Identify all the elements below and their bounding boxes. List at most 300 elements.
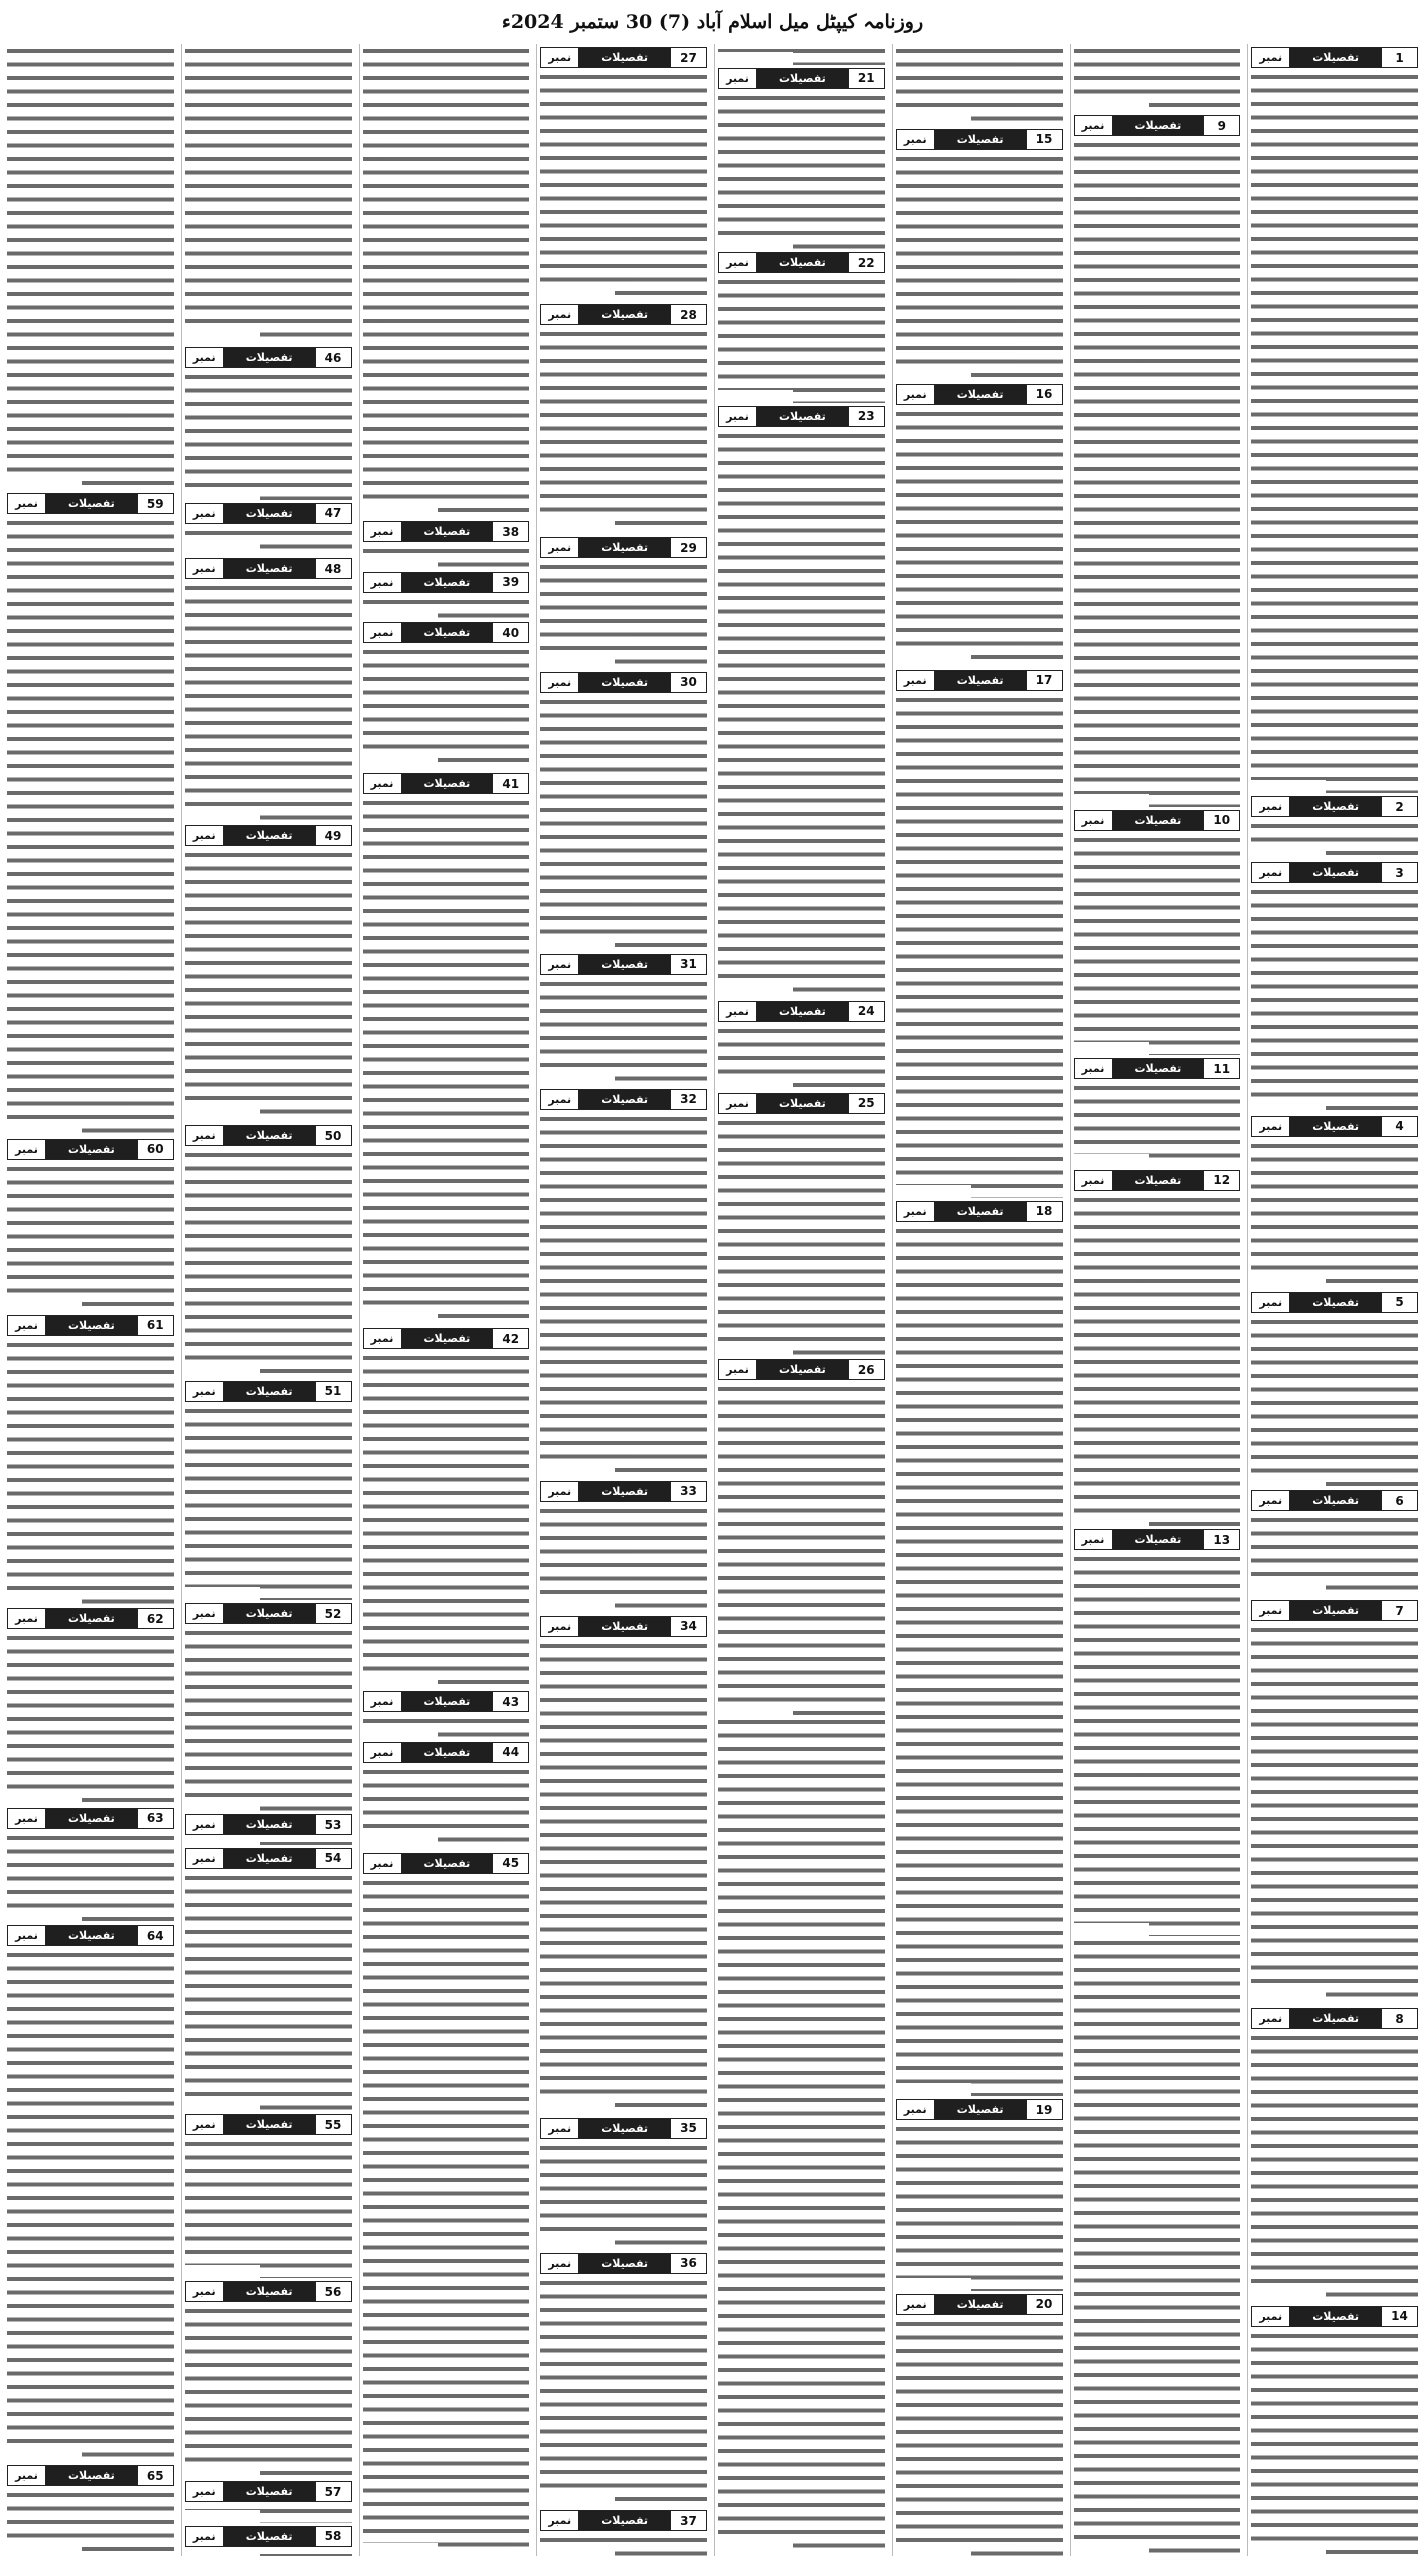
news-item-body: [896, 44, 1063, 126]
news-item-body: [185, 2549, 352, 2556]
news-item-number: 59: [137, 494, 173, 513]
news-item-body: [7, 1831, 174, 1922]
news-item-header: [540, 2253, 707, 2274]
news-item-tail: نمبر: [1252, 1117, 1290, 1136]
news-item-body: [540, 977, 707, 1086]
news-item-number: 15: [1026, 130, 1062, 149]
news-item-body: [1251, 70, 1418, 793]
news-item: [1074, 1526, 1241, 1935]
news-text-lines: [363, 544, 530, 568]
news-item: [540, 1086, 707, 1478]
news-text-lines: [363, 645, 530, 770]
news-item-body: [363, 1714, 530, 1738]
news-item-body: [363, 796, 530, 1325]
news-item-body: [896, 407, 1063, 667]
news-item-label: تفصیلات: [224, 2282, 315, 2301]
news-item-tail: نمبر: [541, 2119, 579, 2138]
news-item-number: 50: [315, 1126, 351, 1145]
news-item: [363, 619, 530, 770]
news-item-number: 63: [137, 1809, 173, 1828]
news-item: [185, 1811, 352, 1844]
news-item: [185, 822, 352, 1122]
news-item-tail: نمبر: [541, 538, 579, 557]
news-item-label: تفصیلات: [579, 2119, 670, 2138]
news-item-label: تفصیلات: [46, 1809, 137, 1828]
news-item-tail: نمبر: [1252, 1293, 1290, 1312]
news-item-body: [363, 1876, 530, 2556]
news-text-lines: [363, 1714, 530, 1738]
news-item-label: تفصیلات: [224, 348, 315, 367]
news-text-lines: [718, 1024, 885, 1090]
news-item-label: تفصیلات: [757, 1094, 848, 1113]
news-item-header: [185, 2481, 352, 2502]
news-item-header: [540, 1616, 707, 1637]
news-column: [1247, 44, 1421, 2556]
news-item-number: 11: [1203, 1059, 1239, 1078]
news-item-header: [363, 622, 530, 643]
news-item-label: تفصیلات: [579, 2254, 670, 2273]
news-item-tail: نمبر: [364, 1743, 402, 1762]
news-item-number: 55: [315, 2115, 351, 2134]
news-item: [1074, 807, 1241, 1055]
news-item-number: 57: [315, 2482, 351, 2501]
news-item-body: [185, 1871, 352, 2112]
news-text-lines: [7, 1831, 174, 1922]
news-item-number: 47: [315, 504, 351, 523]
news-item: [718, 44, 885, 65]
news-item-label: تفصیلات: [1113, 116, 1204, 135]
news-item-label: تفصیلات: [579, 305, 670, 324]
news-item-tail: نمبر: [1075, 1059, 1113, 1078]
news-item-label: تفصیلات: [46, 1609, 137, 1628]
news-item-body: [7, 516, 174, 1136]
news-item-number: 6: [1381, 1491, 1417, 1510]
news-item-header: [718, 406, 885, 427]
news-item-body: [7, 44, 174, 490]
news-item: [363, 770, 530, 1325]
news-item-body: [1251, 1623, 1418, 2005]
news-item-tail: نمبر: [1252, 797, 1290, 816]
news-item-body: [540, 2276, 707, 2507]
news-item-body: [7, 1338, 174, 1605]
news-item-body: [1251, 1513, 1418, 1597]
newspaper-title: روزنامہ کیپٹل میل اسلام آباد (7) 30 ستمبر 2024ء: [501, 11, 924, 33]
news-item-label: تفصیلات: [935, 2100, 1026, 2119]
news-item-number: 65: [137, 2466, 173, 2485]
news-item-body: [540, 560, 707, 669]
news-item-label: تفصیلات: [579, 48, 670, 67]
news-item-label: تفصیلات: [402, 774, 493, 793]
news-item-body: [718, 44, 885, 65]
news-item-body: [363, 44, 530, 518]
news-item: [896, 1198, 1063, 2097]
news-column: [536, 44, 710, 2556]
news-text-lines: [1251, 1315, 1418, 1487]
news-text-lines: [718, 1116, 885, 1357]
news-item-header: [7, 1808, 174, 1829]
news-item-header: [1251, 2008, 1418, 2029]
news-item-number: 30: [670, 673, 706, 692]
news-item-tail: نمبر: [897, 671, 935, 690]
news-item-number: 54: [315, 1849, 351, 1868]
news-item: [7, 1312, 174, 1605]
news-text-lines: [718, 1382, 885, 1715]
news-item-number: 10: [1203, 811, 1239, 830]
news-item-body: [896, 152, 1063, 381]
news-item-number: 3: [1381, 863, 1417, 882]
news-item: [1251, 1597, 1418, 2005]
news-item-number: 61: [137, 1316, 173, 1335]
news-item: [1251, 2303, 1418, 2556]
news-item-body: [718, 1715, 885, 2556]
news-item-header: [1251, 1116, 1418, 1137]
news-item-header: [540, 1481, 707, 1502]
news-item-tail: نمبر: [8, 1609, 46, 1628]
news-text-lines: [7, 44, 174, 490]
news-item-number: 41: [492, 774, 528, 793]
news-item-label: تفصیلات: [579, 538, 670, 557]
news-text-lines: [185, 1404, 352, 1600]
news-item: [7, 1922, 174, 2462]
news-item-label: تفصیلات: [46, 1316, 137, 1335]
news-item-label: تفصیلات: [1290, 2009, 1381, 2028]
news-item-number: 43: [492, 1692, 528, 1711]
news-item-header: [718, 1359, 885, 1380]
news-item-label: تفصیلات: [1290, 48, 1381, 67]
news-item-label: تفصیلات: [757, 69, 848, 88]
news-item-header: [363, 1328, 530, 1349]
news-item-number: 12: [1203, 1171, 1239, 1190]
news-item-number: 19: [1026, 2100, 1062, 2119]
news-item-body: [1251, 1315, 1418, 1487]
news-item-tail: نمبر: [719, 1360, 757, 1379]
news-item-header: [363, 572, 530, 593]
news-item-tail: نمبر: [186, 2482, 224, 2501]
news-item-header: [540, 1089, 707, 1110]
news-text-lines: [1074, 833, 1241, 1055]
news-item-label: تفصیلات: [224, 1126, 315, 1145]
news-item-label: تفصیلات: [224, 559, 315, 578]
news-text-lines: [1251, 1623, 1418, 2005]
news-item: [1074, 44, 1241, 112]
news-item: [7, 44, 174, 490]
news-item-number: 46: [315, 348, 351, 367]
news-item-tail: نمبر: [186, 1849, 224, 1868]
news-item: [363, 1739, 530, 1850]
news-item-tail: نمبر: [897, 2295, 935, 2314]
news-item-header: [7, 2465, 174, 2486]
news-item-label: تفصیلات: [402, 522, 493, 541]
news-text-lines: [540, 70, 707, 301]
news-text-lines: [7, 1948, 174, 2462]
news-item-number: 8: [1381, 2009, 1417, 2028]
news-item: [718, 1090, 885, 1357]
news-item-number: 51: [315, 1382, 351, 1401]
news-item-tail: نمبر: [186, 559, 224, 578]
news-item-tail: نمبر: [364, 522, 402, 541]
news-text-lines: [185, 581, 352, 822]
news-item-number: 42: [492, 1329, 528, 1348]
news-item: [1074, 1167, 1241, 1527]
news-item-header: [185, 347, 352, 368]
news-item-number: 53: [315, 1815, 351, 1834]
news-item-number: 52: [315, 1604, 351, 1623]
news-item-label: تفصیلات: [757, 1002, 848, 1021]
news-text-lines: [896, 2122, 1063, 2290]
news-item-header: [1251, 1490, 1418, 1511]
news-item-label: تفصیلات: [224, 2115, 315, 2134]
news-item-label: تفصیلات: [757, 1360, 848, 1379]
news-item: [896, 381, 1063, 667]
news-text-lines: [1251, 885, 1418, 1112]
news-item-tail: نمبر: [719, 69, 757, 88]
news-item-number: 32: [670, 1090, 706, 1109]
news-item-label: تفصیلات: [402, 1329, 493, 1348]
news-item-tail: نمبر: [541, 673, 579, 692]
news-item-header: [540, 672, 707, 693]
news-item-header: [363, 1853, 530, 1874]
news-text-lines: [718, 91, 885, 250]
news-item: [185, 555, 352, 822]
news-text-lines: [1074, 44, 1241, 112]
news-item-number: 14: [1381, 2307, 1417, 2326]
news-item-header: [1251, 47, 1418, 68]
news-column: [359, 44, 533, 2556]
news-text-lines: [540, 695, 707, 951]
news-column: [181, 44, 355, 2556]
news-item-number: 2: [1381, 797, 1417, 816]
news-item-body: [718, 1116, 885, 1357]
news-item: [1251, 859, 1418, 1112]
news-text-lines: [363, 1876, 530, 2556]
news-text-lines: [185, 2549, 352, 2556]
news-item-number: 38: [492, 522, 528, 541]
news-item: [185, 1122, 352, 1378]
news-text-lines: [540, 977, 707, 1086]
news-item-number: 45: [492, 1854, 528, 1873]
news-item: [718, 1356, 885, 1715]
news-item-label: تفصیلات: [935, 385, 1026, 404]
news-text-lines: [363, 595, 530, 619]
news-item: [896, 44, 1063, 126]
news-item-label: تفصیلات: [579, 1090, 670, 1109]
news-item-label: تفصیلات: [224, 1604, 315, 1623]
news-item: [363, 1850, 530, 2556]
news-item-header: [363, 521, 530, 542]
news-item-label: تفصیلات: [1290, 1117, 1381, 1136]
news-item-label: تفصیلات: [402, 623, 493, 642]
news-item-tail: نمبر: [897, 1202, 935, 1221]
news-item-number: 17: [1026, 671, 1062, 690]
news-text-lines: [363, 1765, 530, 1850]
news-text-lines: [718, 44, 885, 65]
news-item-tail: نمبر: [364, 774, 402, 793]
news-item: [1251, 1113, 1418, 1289]
news-item-tail: نمبر: [1252, 48, 1290, 67]
news-item: [363, 518, 530, 568]
news-item: [718, 403, 885, 998]
news-item-body: [185, 526, 352, 556]
news-text-lines: [185, 1871, 352, 2112]
news-item-number: 25: [848, 1094, 884, 1113]
news-item-label: تفصیلات: [402, 1854, 493, 1873]
news-item-tail: نمبر: [8, 494, 46, 513]
news-text-lines: [540, 327, 707, 534]
news-item-body: [363, 1351, 530, 1688]
news-item-label: تفصیلات: [579, 955, 670, 974]
news-item: [363, 1325, 530, 1688]
news-item-header: [896, 670, 1063, 691]
news-text-lines: [718, 429, 885, 998]
news-item-label: تفصیلات: [1290, 1601, 1381, 1620]
news-item-header: [718, 1093, 885, 1114]
news-item-header: [1251, 862, 1418, 883]
news-item-body: [1074, 138, 1241, 807]
news-item: [540, 2507, 707, 2556]
news-item-label: تفصیلات: [46, 2466, 137, 2485]
news-item-header: [1074, 1529, 1241, 1550]
news-text-lines: [185, 2304, 352, 2478]
news-item: [1074, 1055, 1241, 1167]
news-text-lines: [1074, 1936, 1241, 2556]
news-item-tail: نمبر: [186, 1126, 224, 1145]
news-item-number: 23: [848, 407, 884, 426]
news-item-body: [718, 429, 885, 998]
news-item-body: [1074, 1936, 1241, 2556]
news-item-body: [185, 2137, 352, 2278]
news-item-number: 4: [1381, 1117, 1417, 1136]
news-text-lines: [185, 1148, 352, 1378]
news-item-header: [540, 304, 707, 325]
news-item-header: [540, 47, 707, 68]
news-item-tail: نمبر: [1075, 116, 1113, 135]
news-item-tail: نمبر: [364, 1329, 402, 1348]
news-item-tail: نمبر: [186, 1604, 224, 1623]
news-item-number: 28: [670, 305, 706, 324]
news-item-tail: نمبر: [719, 407, 757, 426]
news-item-body: [1074, 44, 1241, 112]
news-text-lines: [1251, 1513, 1418, 1597]
news-item-label: تفصیلات: [224, 1382, 315, 1401]
news-item-header: [718, 252, 885, 273]
news-column: [892, 44, 1066, 2556]
news-item: [7, 1805, 174, 1922]
news-item: [1251, 1289, 1418, 1487]
news-item-body: [896, 1224, 1063, 2097]
news-text-lines: [540, 2276, 707, 2507]
news-text-lines: [185, 1626, 352, 1811]
news-text-lines: [1251, 70, 1418, 793]
news-item-tail: نمبر: [719, 253, 757, 272]
news-item-header: [7, 1925, 174, 1946]
news-text-lines: [896, 152, 1063, 381]
news-item-header: [1251, 796, 1418, 817]
news-item: [185, 1600, 352, 1811]
news-item-body: [896, 693, 1063, 1198]
news-item-number: 49: [315, 826, 351, 845]
news-item-label: تفصیلات: [1113, 1059, 1204, 1078]
news-item-header: [718, 1001, 885, 1022]
news-item-label: تفصیلات: [1290, 2307, 1381, 2326]
news-text-lines: [896, 44, 1063, 126]
news-item-body: [363, 645, 530, 770]
news-item-body: [1251, 885, 1418, 1112]
news-item: [1251, 793, 1418, 859]
news-item-number: 22: [848, 253, 884, 272]
news-item-label: تفصیلات: [1290, 797, 1381, 816]
news-item-number: 58: [315, 2527, 351, 2546]
news-item-number: 27: [670, 48, 706, 67]
news-item-tail: نمبر: [8, 1926, 46, 1945]
news-item-number: 60: [137, 1140, 173, 1159]
news-item-header: [363, 1691, 530, 1712]
news-item-number: 31: [670, 955, 706, 974]
news-text-lines: [185, 526, 352, 556]
news-item-body: [363, 544, 530, 568]
news-text-lines: [185, 44, 352, 344]
news-item: [540, 534, 707, 669]
news-item-tail: نمبر: [8, 2466, 46, 2485]
news-item-label: تفصیلات: [1290, 1491, 1381, 1510]
news-item-header: [1251, 1600, 1418, 1621]
news-item-header: [185, 2526, 352, 2547]
news-item-tail: نمبر: [8, 1140, 46, 1159]
news-item-body: [185, 1626, 352, 1811]
news-item: [363, 1688, 530, 1738]
news-item-number: 40: [492, 623, 528, 642]
news-item-label: تفصیلات: [224, 1815, 315, 1834]
news-item: [718, 249, 885, 403]
news-text-lines: [363, 1351, 530, 1688]
news-text-lines: [1251, 2329, 1418, 2556]
news-item-label: تفصیلات: [402, 573, 493, 592]
news-item-body: [718, 91, 885, 250]
news-item-body: [363, 595, 530, 619]
news-text-lines: [896, 1224, 1063, 2097]
news-item-header: [363, 773, 530, 794]
news-text-lines: [7, 1631, 174, 1805]
news-column: [714, 44, 888, 2556]
news-text-lines: [363, 796, 530, 1325]
news-item-header: [540, 537, 707, 558]
news-item: [540, 1613, 707, 2115]
news-item-tail: نمبر: [1252, 2307, 1290, 2326]
news-text-lines: [185, 2504, 352, 2522]
news-item-body: [1074, 1193, 1241, 1527]
news-item-header: [7, 1315, 174, 1336]
news-item-label: تفصیلات: [579, 1482, 670, 1501]
news-text-lines: [1074, 138, 1241, 807]
news-item-body: [540, 1112, 707, 1478]
news-item-header: [185, 2114, 352, 2135]
news-item-tail: نمبر: [719, 1002, 757, 1021]
news-item-body: [185, 581, 352, 822]
news-item-number: 9: [1203, 116, 1239, 135]
news-item-header: [1074, 1058, 1241, 1079]
news-text-lines: [540, 1504, 707, 1613]
news-item-body: [540, 327, 707, 534]
news-text-lines: [1251, 819, 1418, 859]
news-item-number: 7: [1381, 1601, 1417, 1620]
news-item-number: 18: [1026, 1202, 1062, 1221]
news-item-number: 35: [670, 2119, 706, 2138]
news-item-tail: نمبر: [1075, 811, 1113, 830]
news-item-tail: نمبر: [1252, 863, 1290, 882]
news-item-label: تفصیلات: [224, 1849, 315, 1868]
news-item-tail: نمبر: [897, 2100, 935, 2119]
news-item: [185, 1845, 352, 2112]
news-item-body: [185, 44, 352, 344]
